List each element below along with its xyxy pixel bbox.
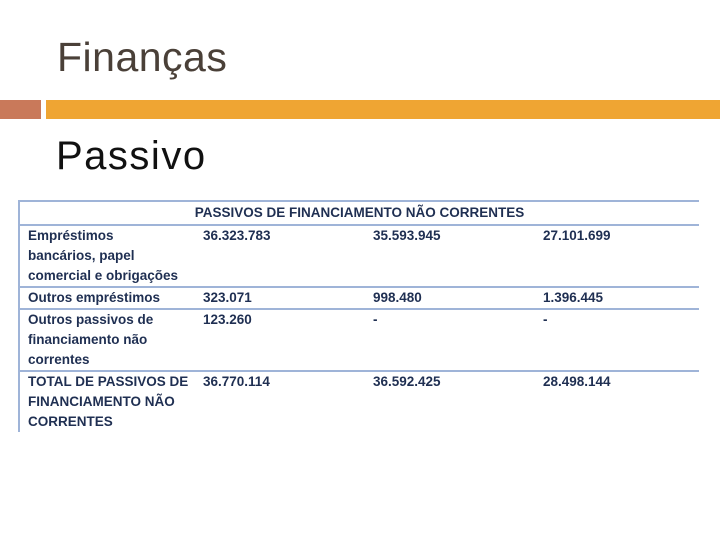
table-row-total (19, 371, 699, 432)
liabilities-table-image (18, 200, 699, 450)
row-value: - (535, 309, 699, 371)
row-value: 323.071 (203, 290, 252, 305)
slide-subtitle: Passivo (56, 134, 207, 178)
row-value: 36.770.114 (203, 374, 270, 389)
row-value: 28.498.144 (535, 371, 699, 432)
accent-block (0, 100, 41, 119)
row-value: 998.480 (373, 290, 422, 305)
row-label: Empréstimos bancários, papel comercial e obrigações (19, 225, 195, 287)
row-value: 123.260 (203, 312, 252, 327)
row-value: 36.592.425 (373, 374, 441, 389)
table-row (19, 225, 699, 287)
row-value: - (373, 312, 378, 327)
row-value: 36.323.783 (203, 228, 271, 243)
table-header: PASSIVOS DE FINANCIAMENTO NÃO CORRENTES (19, 201, 699, 225)
table-row (19, 287, 699, 309)
slide-title: Finanças (57, 34, 228, 80)
accent-bar (46, 100, 720, 119)
row-value: 1.396.445 (535, 287, 699, 309)
row-value: 27.101.699 (535, 225, 699, 287)
row-label: TOTAL DE PASSIVOS DE FINANCIAMENTO NÃO CORRENTES (19, 371, 195, 432)
row-label: Outros empréstimos (19, 287, 195, 309)
liabilities-table (18, 200, 699, 432)
row-value: 35.593.945 (373, 228, 441, 243)
table-row (19, 309, 699, 371)
table-header-row (19, 201, 699, 225)
row-label: Outros passivos de financiamento não correntes (19, 309, 195, 371)
